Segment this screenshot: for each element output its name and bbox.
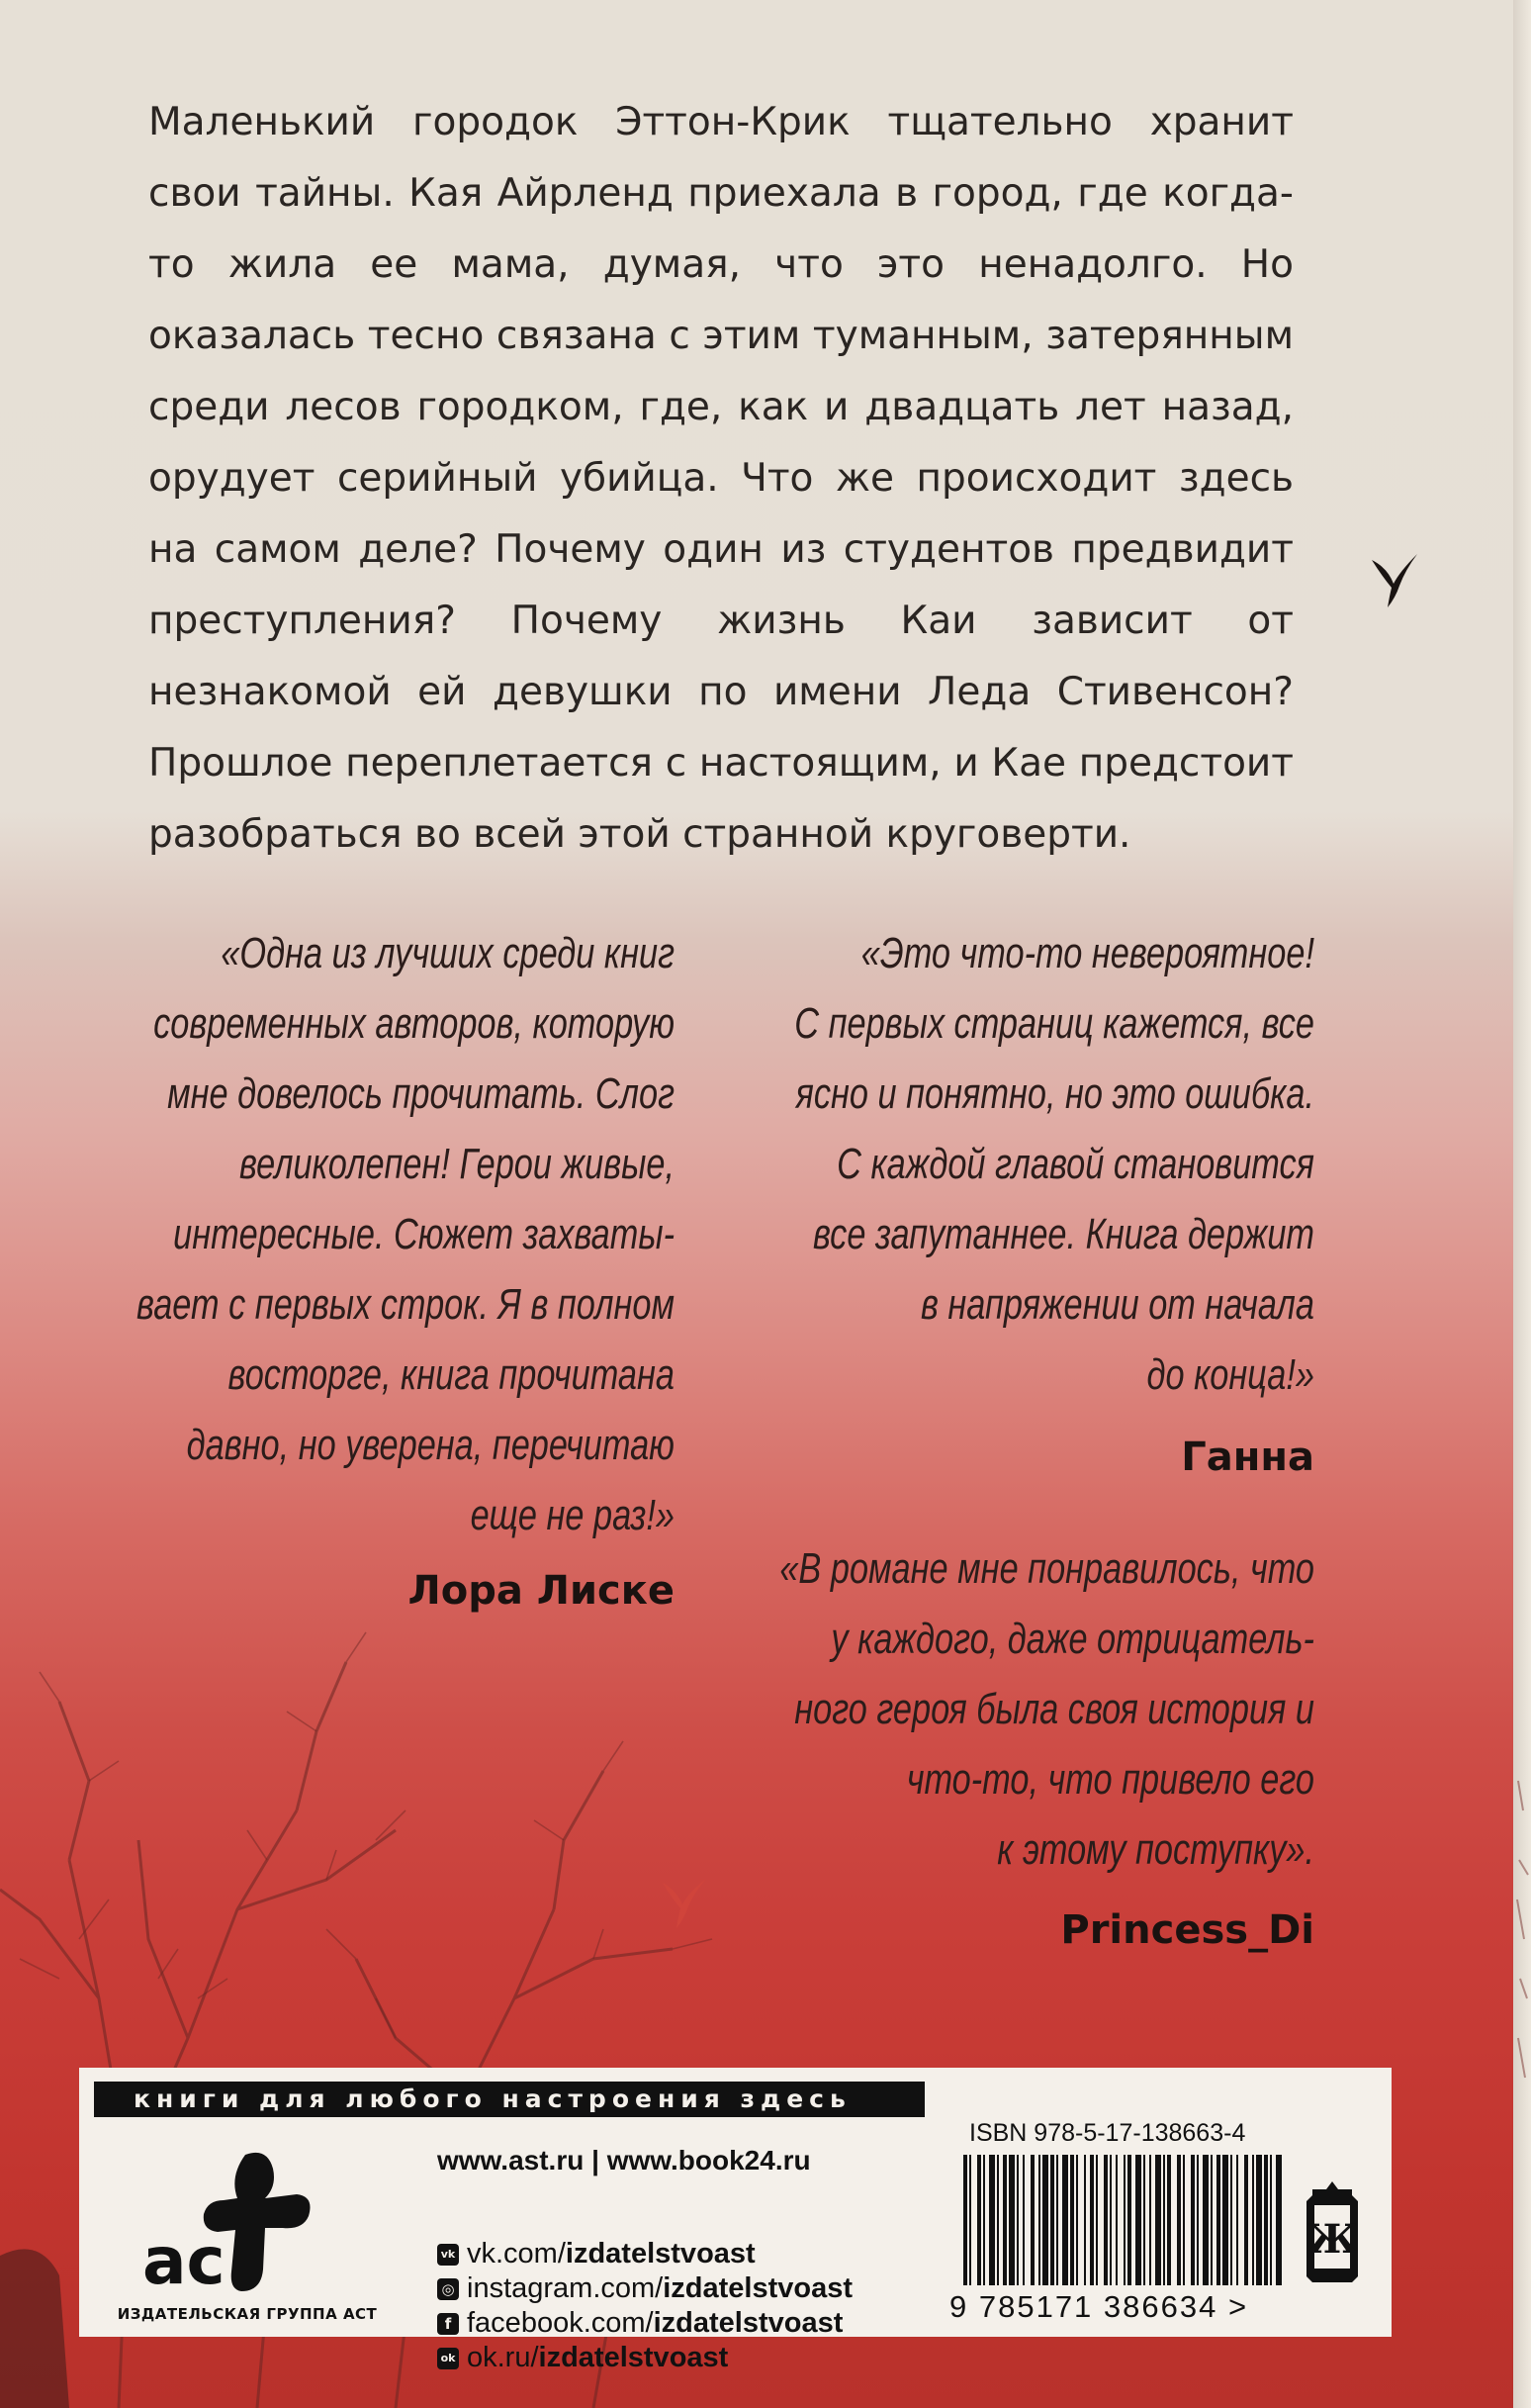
- barcode-bar: [1009, 2155, 1015, 2285]
- barcode-bar: [1042, 2155, 1048, 2285]
- social-prefix: facebook.com/: [467, 2307, 654, 2339]
- ast-logo-icon: [138, 2147, 316, 2305]
- barcode-bar: [1276, 2155, 1282, 2285]
- social-prefix: vk.com/: [467, 2238, 566, 2269]
- review-line: в напряжении от начала: [920, 1280, 1314, 1329]
- review-line: ясно и понятно, но это ошибка.: [795, 1069, 1314, 1118]
- review-line: давно, но уверена, перечитаю: [186, 1421, 675, 1469]
- book-description: Маленький городок Эттон-Крик тщательно хранит свои тайны. Кая Айрленд приехала в город, где когда-то жила ее мама, думая, что это ненадолго. Но оказалась тесно связана с этим туманным, затерянным среди лесов городком, где, как и двадцать лет назад, орудует серийный убийца. Что же происходит здесь на самом деле? Почему один из студентов предвидит преступления? Почему жизнь Каи зависит от незнакомой ей девушки по имени Леда Стивенсон? Прошлое переплетается с настоящим, и Кае предстоит разобраться во всей этой странной круговерти.: [148, 100, 1294, 857]
- barcode-bar: [1256, 2155, 1262, 2285]
- barcode-bar: [1230, 2155, 1232, 2285]
- barcode-bar: [989, 2155, 995, 2285]
- barcode-bar: [1236, 2155, 1238, 2285]
- barcode-bar: [1070, 2155, 1074, 2285]
- barcode-bar: [1031, 2155, 1035, 2285]
- review-1-author: Лора Лиске: [407, 1568, 675, 1614]
- publisher-footer: [79, 2068, 1392, 2373]
- barcode-bar: [1183, 2155, 1185, 2285]
- barcode-bar: [997, 2155, 999, 2285]
- review-line: ного героя была своя история и: [794, 1685, 1314, 1733]
- barcode-bar: [1222, 2155, 1228, 2285]
- barcode-bar: [983, 2155, 985, 2285]
- barcode-bar: [1211, 2155, 1213, 2285]
- social-link-instagram[interactable]: [437, 2272, 853, 2305]
- barcode-bar: [1090, 2155, 1094, 2285]
- barcode-bar: [1124, 2155, 1126, 2285]
- review-line: «Это что-то невероятное!: [860, 929, 1314, 977]
- red-bird-icon: [661, 1875, 708, 1930]
- review-line: мне довелось прочитать. Слог: [167, 1069, 675, 1118]
- review-line: до конца!»: [1146, 1350, 1314, 1399]
- instagram-icon: ◎: [437, 2278, 459, 2300]
- review-line: «В романе мне понравилось, что: [779, 1544, 1314, 1593]
- social-prefix: instagram.com/: [467, 2272, 664, 2304]
- review-line: к этому поступку».: [997, 1825, 1314, 1874]
- social-prefix: ok.ru/: [467, 2342, 539, 2373]
- barcode-bar: [1127, 2155, 1131, 2285]
- social-handle: izdatelstvoast: [653, 2307, 844, 2339]
- review-3-text: [705, 1533, 1314, 1885]
- barcode-bar: [1270, 2155, 1272, 2285]
- barcode-bar: [1096, 2155, 1098, 2285]
- review-line: восторге, книга прочитана: [227, 1350, 675, 1399]
- social-link-odnoklassniki[interactable]: [437, 2342, 728, 2374]
- barcode-bar: [1252, 2155, 1254, 2285]
- social-handle: izdatelstvoast: [663, 2272, 854, 2304]
- review-1-text: [65, 918, 675, 1550]
- black-bird-icon: [1370, 550, 1419, 609]
- barcode-bar: [1167, 2155, 1171, 2285]
- barcode: [959, 2155, 1286, 2289]
- social-handle: izdatelstvoast: [565, 2238, 756, 2269]
- barcode-bar: [1116, 2155, 1118, 2285]
- odnoklassniki-icon: ok: [437, 2348, 459, 2369]
- barcode-bar: [1149, 2155, 1151, 2285]
- review-3-author: Princess_Di: [1060, 1907, 1314, 1953]
- social-link-vk[interactable]: [437, 2238, 756, 2270]
- svg-text:Ж: Ж: [1306, 2216, 1359, 2263]
- barcode-bar: [1110, 2155, 1112, 2285]
- barcode-bar: [1216, 2155, 1220, 2285]
- review-line: еще не раз!»: [470, 1491, 675, 1539]
- vk-icon: vk: [437, 2244, 459, 2266]
- barcode-bar: [1264, 2155, 1268, 2285]
- barcode-bar: [1003, 2155, 1007, 2285]
- barcode-bar: [1084, 2155, 1086, 2285]
- isbn-number: ISBN 978-5-17-138663-4: [969, 2119, 1246, 2147]
- barcode-bar: [1017, 2155, 1019, 2285]
- ean-digits: 9 785171 386634 >: [949, 2289, 1249, 2324]
- barcode-bar: [1076, 2155, 1078, 2285]
- barcode-bar: [1062, 2155, 1068, 2285]
- barcode-bar: [1135, 2155, 1141, 2285]
- barcode-bar: [1203, 2155, 1209, 2285]
- review-2-author: Ганна: [1181, 1435, 1314, 1480]
- barcode-bar: [1038, 2155, 1040, 2285]
- review-line: интересные. Сюжет захваты-: [173, 1210, 675, 1258]
- barcode-bar: [963, 2155, 967, 2285]
- website-links[interactable]: www.ast.ru | www.book24.ru: [437, 2145, 811, 2176]
- barcode-bar: [1104, 2155, 1108, 2285]
- review-line: «Одна из лучших среди книг: [221, 929, 675, 977]
- review-2-text: [705, 918, 1314, 1410]
- barcode-bar: [969, 2155, 971, 2285]
- publisher-mark-icon: [1303, 2181, 1362, 2290]
- barcode-bar: [1056, 2155, 1058, 2285]
- barcode-bar: [1177, 2155, 1181, 2285]
- review-line: все запутаннее. Книга держит: [813, 1210, 1314, 1258]
- facebook-icon: f: [437, 2313, 459, 2335]
- review-line: С каждой главой становится: [837, 1140, 1314, 1188]
- barcode-bar: [1143, 2155, 1145, 2285]
- social-handle: izdatelstvoast: [538, 2342, 729, 2373]
- review-line: вает с первых строк. Я в полном: [136, 1280, 675, 1329]
- review-line: великолепен! Герои живые,: [239, 1140, 675, 1188]
- review-line: С первых страниц кажется, все: [794, 999, 1314, 1048]
- barcode-bar: [1197, 2155, 1199, 2285]
- review-line: что-то, что привело его: [906, 1755, 1314, 1804]
- social-link-facebook[interactable]: [437, 2307, 843, 2340]
- barcode-bar: [1155, 2155, 1161, 2285]
- barcode-bar: [1050, 2155, 1054, 2285]
- review-line: у каждого, даже отрицатель-: [831, 1615, 1314, 1663]
- barcode-bar: [1163, 2155, 1165, 2285]
- barcode-bar: [1023, 2155, 1025, 2285]
- barcode-bar: [1244, 2155, 1248, 2285]
- review-line: современных авторов, которую: [153, 999, 675, 1048]
- svg-text:ас: ас: [142, 2223, 225, 2299]
- barcode-bar: [977, 2155, 981, 2285]
- barcode-bar: [1191, 2155, 1195, 2285]
- publisher-name: ИЗДАТЕЛЬСКАЯ ГРУППА АСТ: [117, 2305, 378, 2323]
- slogan-banner: книги для любого настроения здесь: [94, 2082, 925, 2117]
